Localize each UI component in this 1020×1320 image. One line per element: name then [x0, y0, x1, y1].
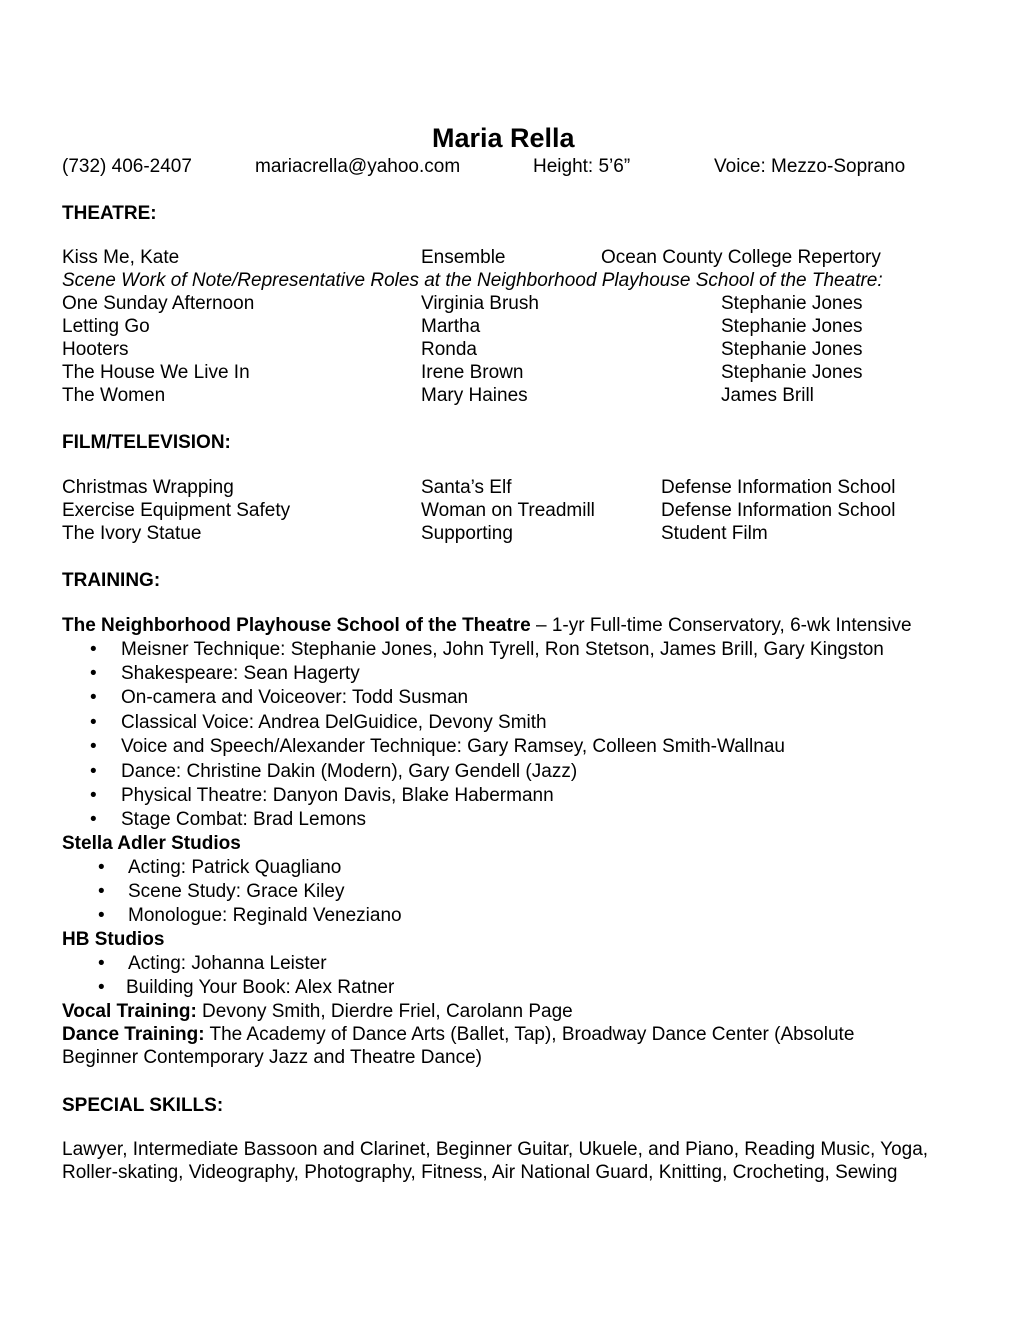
- credit-title: One Sunday Afternoon: [62, 293, 255, 314]
- bullet-icon: •: [90, 663, 97, 684]
- skills-heading: SPECIAL SKILLS:: [62, 1095, 224, 1116]
- vocal-training: [62, 1000, 573, 1023]
- film-title: The Ivory Statue: [62, 523, 202, 544]
- hb-title: HB Studios: [62, 929, 165, 950]
- email: mariacrella@yahoo.com: [255, 156, 461, 177]
- training-item: Scene Study: Grace Kiley: [128, 881, 345, 902]
- training-item: Dance: Christine Dakin (Modern), Gary Gendell (Jazz): [121, 761, 578, 782]
- film-role: Woman on Treadmill: [421, 500, 595, 521]
- credit-role: Ensemble: [421, 247, 506, 268]
- credit-role: Irene Brown: [421, 362, 524, 383]
- bullet-icon: •: [90, 639, 97, 660]
- bullet-icon: •: [98, 905, 105, 926]
- credit-role: Virginia Brush: [421, 293, 539, 314]
- playhouse-detail: – 1-yr Full-time Conservatory, 6-wk Intensive: [530, 615, 912, 636]
- height: Height: 5’6”: [533, 156, 631, 177]
- training-heading: TRAINING:: [62, 570, 161, 591]
- bullet-icon: •: [90, 687, 97, 708]
- credit-company: Ocean County College Repertory: [601, 247, 881, 268]
- dance-text-1: The Academy of Dance Arts (Ballet, Tap), Broadway Dance Center (Absolute: [204, 1024, 855, 1045]
- training-item: Classical Voice: Andrea DelGuidice, Devony Smith: [121, 712, 547, 733]
- bullet-icon: •: [90, 809, 97, 830]
- voice-type: Voice: Mezzo-Soprano: [714, 156, 906, 177]
- training-item: Physical Theatre: Danyon Davis, Blake Habermann: [121, 785, 554, 806]
- film-title: Exercise Equipment Safety: [62, 500, 291, 521]
- bullet-icon: •: [98, 977, 105, 998]
- credit-role: Ronda: [421, 339, 477, 360]
- training-item: Voice and Speech/Alexander Technique: Gary Ramsey, Colleen Smith-Wallnau: [121, 736, 785, 757]
- credit-director: Stephanie Jones: [721, 293, 863, 314]
- bullet-icon: •: [90, 736, 97, 757]
- credit-title: The House We Live In: [62, 362, 250, 383]
- training-item: Building Your Book: Alex Ratner: [126, 977, 395, 998]
- bullet-icon: •: [98, 881, 105, 902]
- film-role: Supporting: [421, 523, 513, 544]
- playhouse-title: The Neighborhood Playhouse School of the Theatre: [62, 615, 531, 636]
- film-heading: FILM/TELEVISION:: [62, 432, 231, 453]
- training-item: Shakespeare: Sean Hagerty: [121, 663, 360, 684]
- vocal-text: Devony Smith, Dierdre Friel, Carolann Page: [196, 1001, 573, 1022]
- training-item: Acting: Patrick Quagliano: [128, 857, 342, 878]
- dance-text-2: Beginner Contemporary Jazz and Theatre Dance): [62, 1047, 482, 1068]
- training-item: Monologue: Reginald Veneziano: [128, 905, 402, 926]
- film-producer: Student Film: [661, 523, 768, 544]
- credit-role: Martha: [421, 316, 481, 337]
- stella-title: Stella Adler Studios: [62, 833, 241, 854]
- bullet-icon: •: [90, 712, 97, 733]
- theatre-heading: THEATRE:: [62, 203, 157, 224]
- film-title: Christmas Wrapping: [62, 477, 234, 498]
- credit-title: Letting Go: [62, 316, 150, 337]
- resume-name: Maria Rella: [432, 123, 575, 153]
- playhouse-line: [62, 614, 912, 637]
- bullet-icon: •: [98, 857, 105, 878]
- training-item: Stage Combat: Brad Lemons: [121, 809, 367, 830]
- dance-label: Dance Training:: [62, 1024, 205, 1045]
- training-item: Acting: Johanna Leister: [128, 953, 327, 974]
- credit-director: Stephanie Jones: [721, 316, 863, 337]
- credit-director: Stephanie Jones: [721, 339, 863, 360]
- bullet-icon: •: [90, 761, 97, 782]
- credit-role: Mary Haines: [421, 385, 528, 406]
- scene-work-note: Scene Work of Note/Representative Roles at the Neighborhood Playhouse School of the Theatre:: [62, 270, 883, 291]
- credit-title: Kiss Me, Kate: [62, 247, 180, 268]
- bullet-icon: •: [98, 953, 105, 974]
- bullet-icon: •: [90, 785, 97, 806]
- training-item: Meisner Technique: Stephanie Jones, John Tyrell, Ron Stetson, James Brill, Gary Kingston: [121, 639, 884, 660]
- phone: (732) 406-2407: [62, 156, 192, 177]
- credit-director: Stephanie Jones: [721, 362, 863, 383]
- dance-training: [62, 1023, 854, 1046]
- training-item: On-camera and Voiceover: Todd Susman: [121, 687, 469, 708]
- credit-director: James Brill: [721, 385, 814, 406]
- vocal-label: Vocal Training:: [62, 1001, 197, 1022]
- film-producer: Defense Information School: [661, 500, 896, 521]
- credit-title: The Women: [62, 385, 166, 406]
- credit-title: Hooters: [62, 339, 129, 360]
- film-producer: Defense Information School: [661, 477, 896, 498]
- skills-line-2: Roller-skating, Videography, Photography, Fitness, Air National Guard, Knitting, Crocheting, Sewing: [62, 1162, 898, 1183]
- skills-line-1: Lawyer, Intermediate Bassoon and Clarinet, Beginner Guitar, Ukuele, and Piano, Reading Music, Yoga,: [62, 1139, 929, 1160]
- film-role: Santa’s Elf: [421, 477, 512, 498]
